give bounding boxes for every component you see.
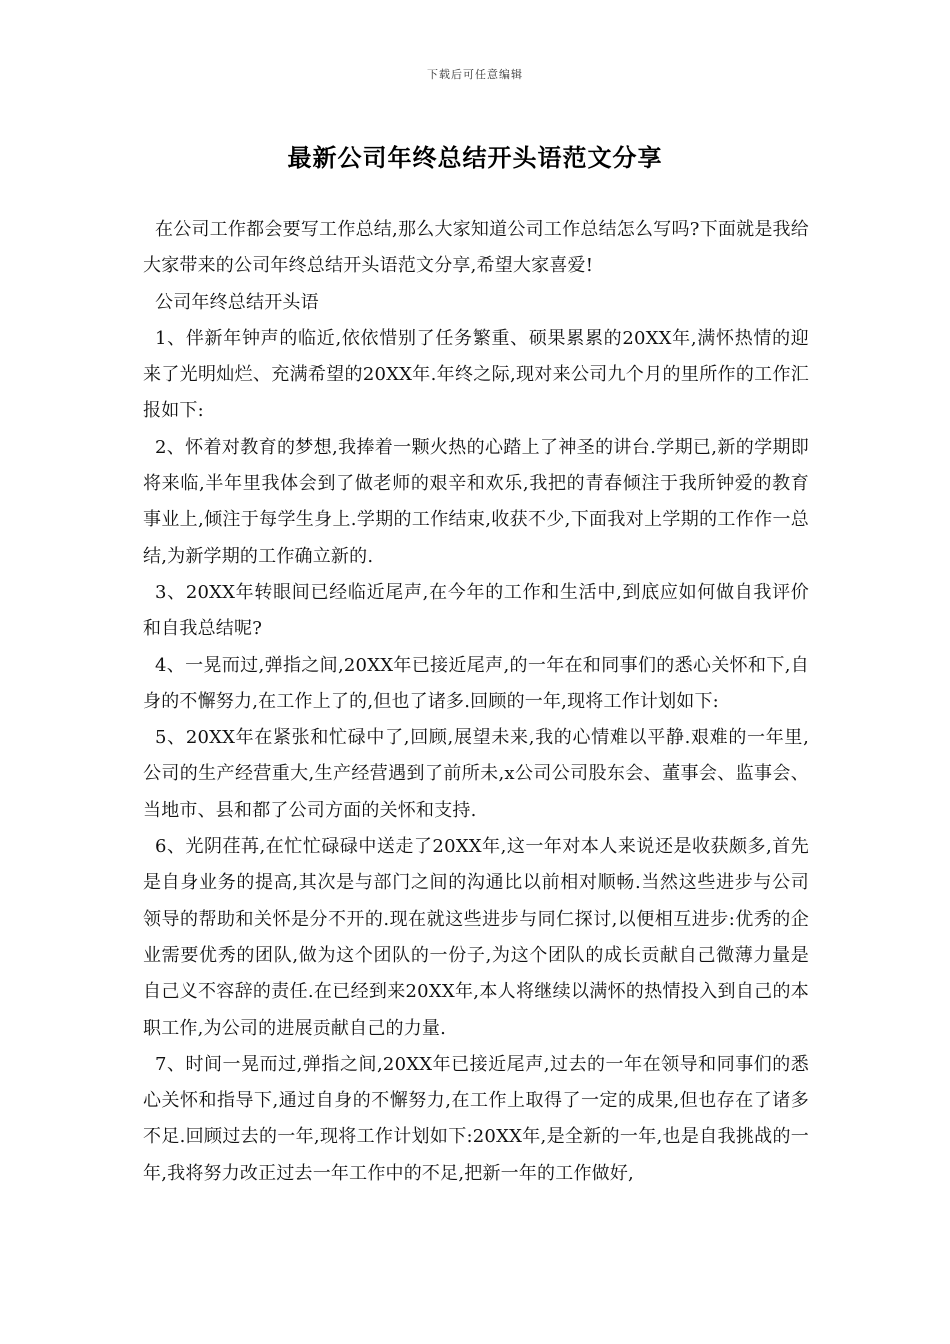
paragraph-1: 1、伴新年钟声的临近,依依惜别了任务繁重、硕果累累的20XX年,满怀热情的迎来了光明灿烂、充满希望的20XX年.年终之际,现对来公司九个月的里所作的工作汇报如下:	[143, 327, 809, 422]
header-note: 下载后可任意编辑	[427, 68, 523, 81]
paragraph-3: 3、20XX年转眼间已经临近尾声,在今年的工作和生活中,到底应如何做自我评价和自我总结呢?	[143, 581, 809, 640]
intro-paragraph: 在公司工作都会要写工作总结,那么大家知道公司工作总结怎么写吗?下面就是我给大家带来的公司年终总结开头语范文分享,希望大家喜爱!	[143, 219, 809, 277]
paragraph-7: 7、时间一晃而过,弹指之间,20XX年已接近尾声,过去的一年在领导和同事们的悉心关怀和指导下,通过自身的不懈努力,在工作上取得了一定的成果,但也存在了诸多不足.回顾过去的一年,现将工作计划如下:20XX年,是全新的一年,也是自我挑战的一年,我将努力改正过去一年工作中的不足,把新一年的工作做好,	[143, 1053, 809, 1184]
section-heading: 公司年终总结开头语	[155, 291, 319, 313]
paragraph-4: 4、一晃而过,弹指之间,20XX年已接近尾声,的一年在和同事们的悉心关怀和下,自身的不懈努力,在工作上了的,但也了诸多.回顾的一年,现将工作计划如下:	[143, 654, 809, 712]
paragraph-6: 6、光阴荏苒,在忙忙碌碌中送走了20XX年,这一年对本人来说还是收获颇多,首先是自身业务的提高,其次是与部门之间的沟通比以前相对顺畅.当然这些进步与公司领导的帮助和关怀是分不开的.现在就这些进步与同仁探讨,以便相互进步:优秀的企业需要优秀的团队,做为这个团队的一份子,为这个团队的成长贡献自己微薄力量是自己义不容辞的责任.在已经到来20XX年,本人将继续以满怀的热情投入到自己的本职工作,为公司的进展贡献自己的力量.	[143, 836, 809, 1039]
document-body	[143, 212, 809, 1192]
document-title: 最新公司年终总结开头语范文分享	[287, 143, 663, 172]
paragraph-2: 2、怀着对教育的梦想,我捧着一颗火热的心踏上了神圣的讲台.学期已,新的学期即将来临,半年里我体会到了做老师的艰辛和欢乐,我把的青春倾注于我所钟爱的教育事业上,倾注于每学生身上.学期的工作结束,收获不少,下面我对上学期的工作作一总结,为新学期的工作确立新的.	[143, 436, 809, 567]
paragraph-5: 5、20XX年在紧张和忙碌中了,回顾,展望未来,我的心情难以平静.艰难的一年里,公司的生产经营重大,生产经营遇到了前所未,x公司公司股东会、董事会、监事会、当地市、县和都了公司方面的关怀和支持.	[143, 727, 809, 821]
